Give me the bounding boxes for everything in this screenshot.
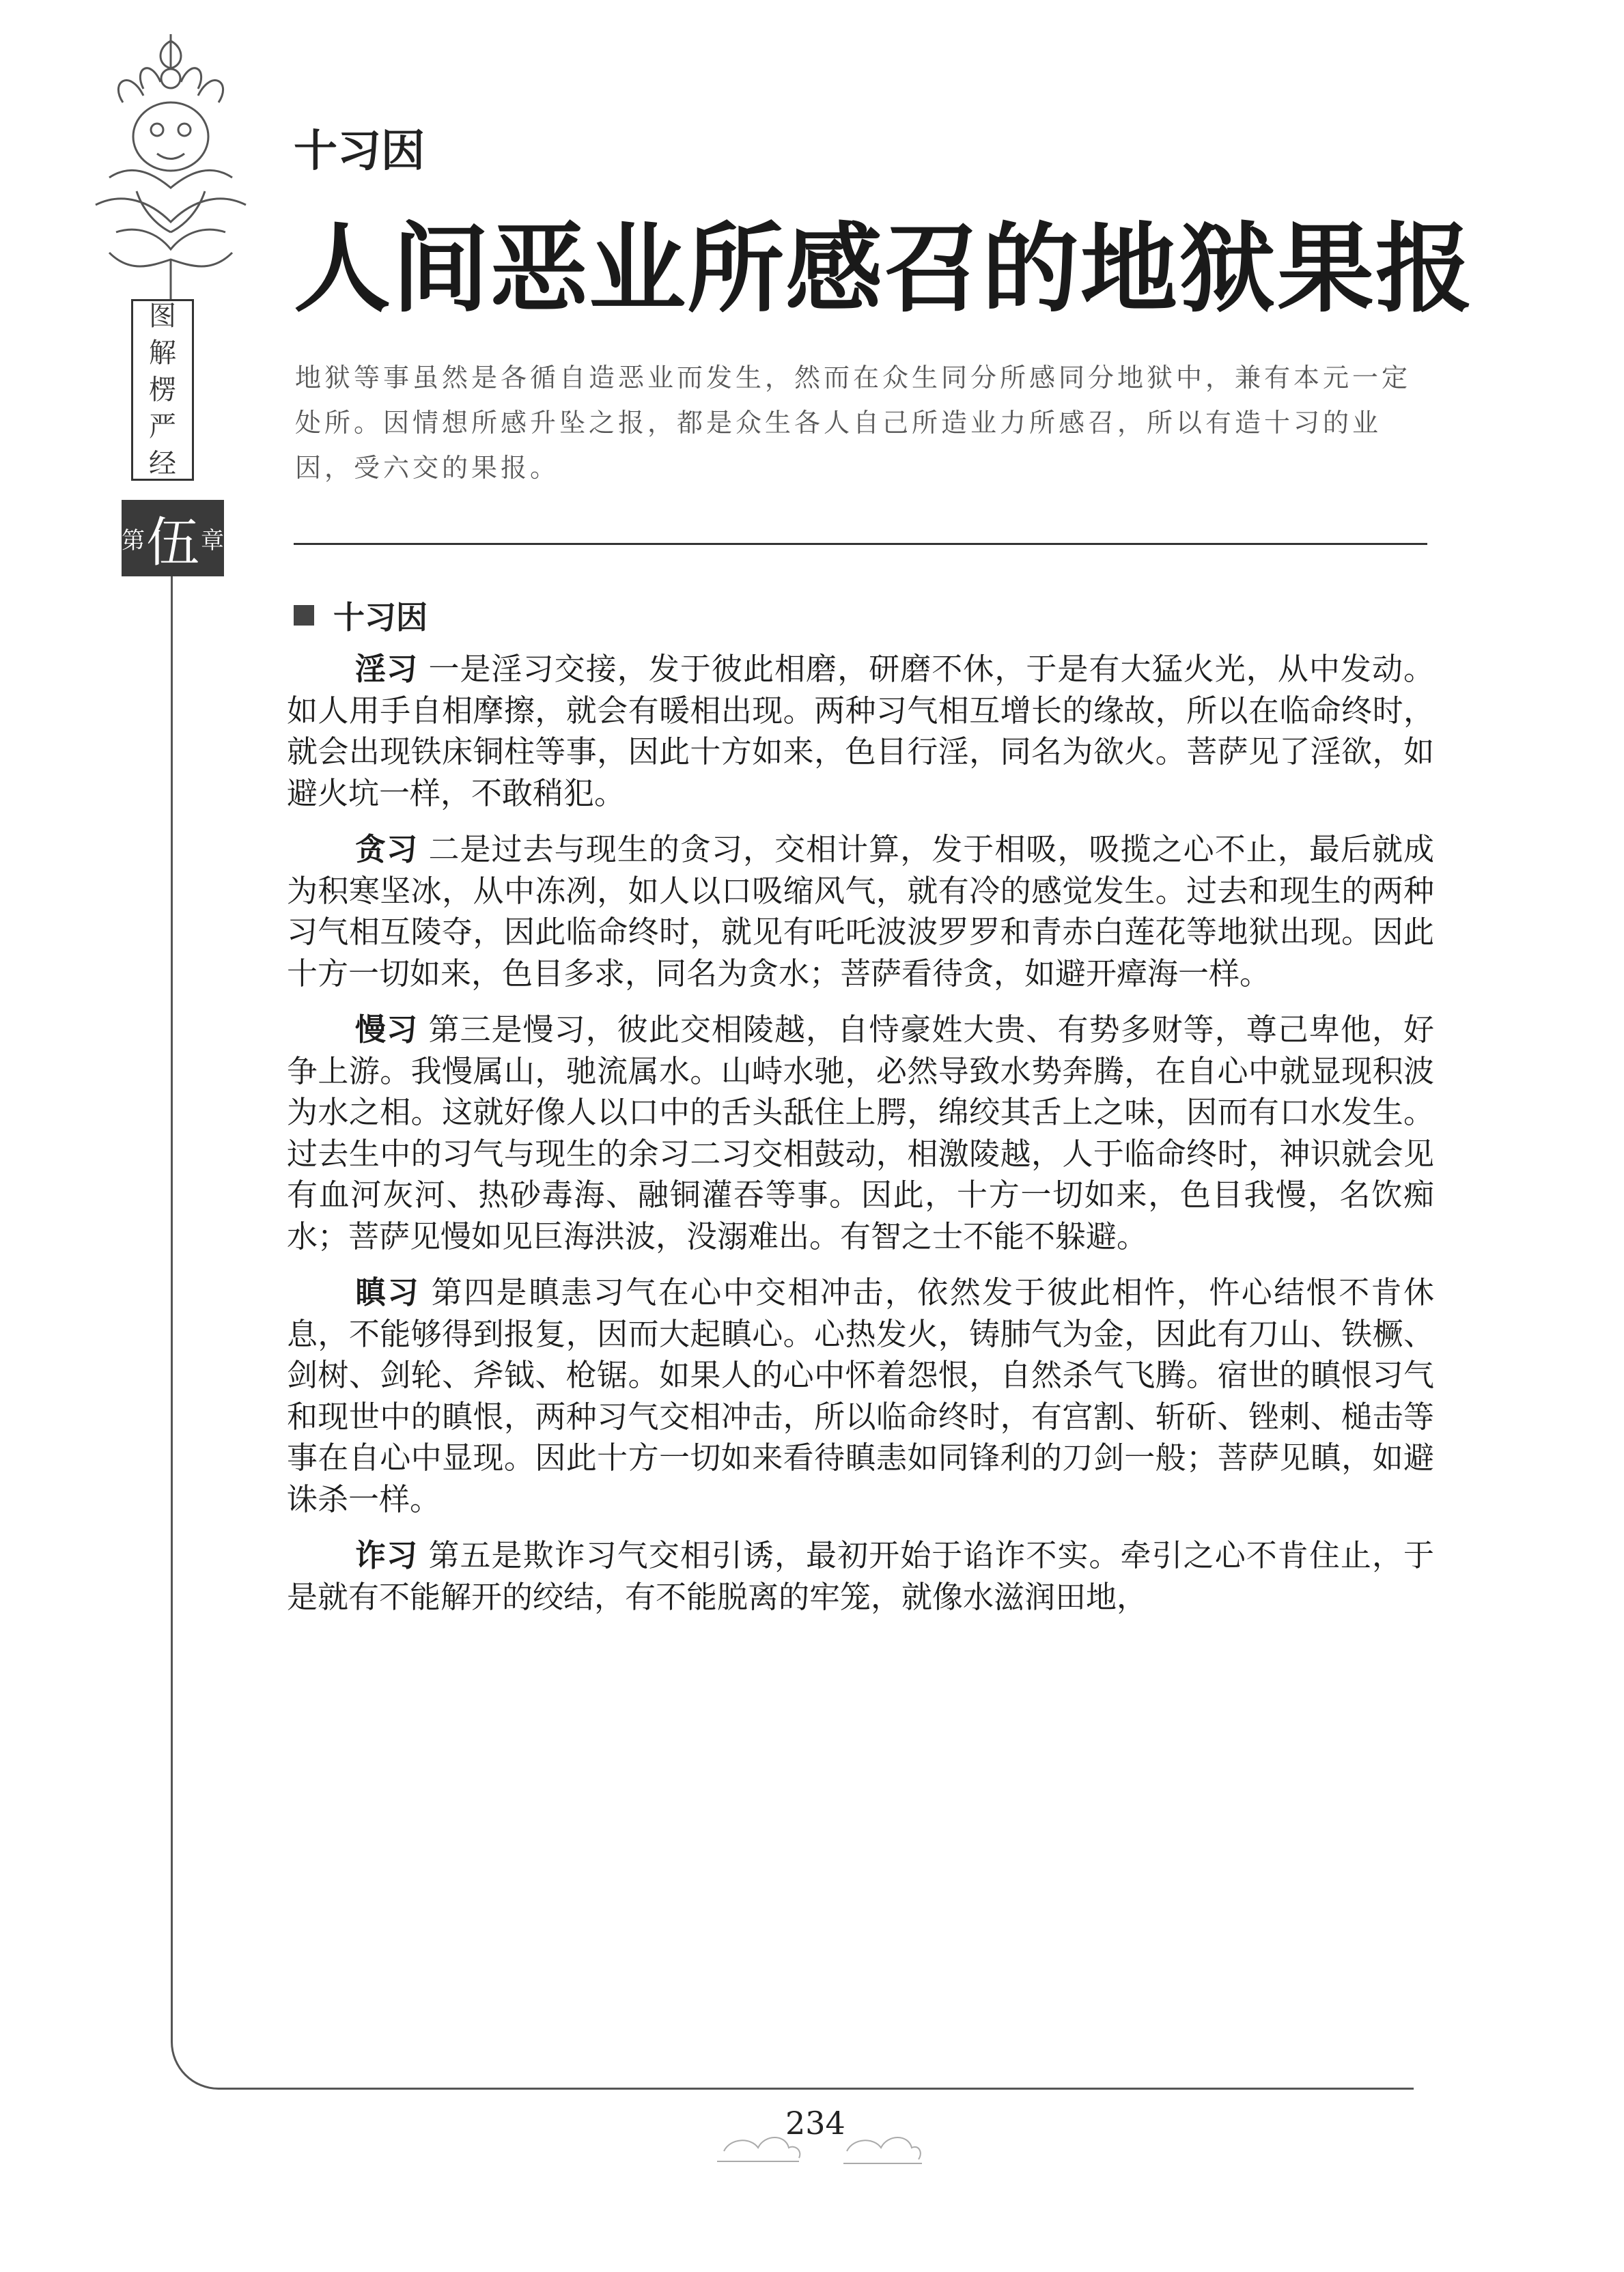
chapter-suffix: 章	[201, 527, 225, 555]
book-title-char: 严	[149, 411, 176, 443]
intro-paragraph: 地狱等事虽然是各循自造恶业而发生，然而在众生同分所感同分地狱中，兼有本元一定处所。因情想所感升坠之报，都是众生各人自己所造业力所感召，所以有造十习的业因，受六交的果报。	[295, 363, 1412, 483]
paragraph-text: 第五是欺诈习气交相引诱，最初开始于谄诈不实。牵引之心不肯住止，于是就有不能解开的绞结，有不能脱离的牢笼，就像水滋润田地，	[287, 1537, 1434, 1615]
section-heading-text: 十习因	[333, 599, 428, 636]
section-heading	[294, 593, 428, 638]
paragraph-text: 第四是瞋恚习气在心中交相冲击，依然发于彼此相忤，忤心结恨不肯休息，不能够得到报复，因而大起瞋心。心热发火，铸肺气为金，因此有刀山、铁橛、剑树、剑轮、斧钺、枪锯。如果人的心中怀着怨恨，自然杀气飞腾。宿世的瞋恨习气和现世中的瞋恨，两种习气交相冲击，所以临命终时，有宫割、斩斫、锉刺、槌击等事在自心中显现。因此十方一切如来看待瞋恚如同锋利的刀剑一般；菩萨见瞋，如避诛杀一样。	[287, 1274, 1434, 1517]
page-title: 人间恶业所感召的地狱果报	[294, 213, 1474, 326]
body-paragraph	[287, 649, 1434, 814]
square-bullet-icon	[294, 605, 314, 626]
body-paragraph	[287, 829, 1434, 994]
body-text	[287, 649, 1434, 1633]
paragraph-text: 第三是慢习，彼此交相陵越，自恃豪姓大贵、有势多财等，尊己卑他，好争上游。我慢属山，驰流属水。山峙水驰，必然导致水势奔腾，在自心中就显现积波为水之相。这就好像人以口中的舌头舐住上腭，绵绞其舌上之味，因而有口水发生。过去生中的习气与现生的余习二习交相鼓动，相激陵越，人于临命终时，神识就会见有血河灰河、热砂毒海、融铜灌吞等事。因此，十方一切如来，色目我慢，名饮痴水；菩萨见慢如见巨海洪波，没溺难出。有智之士不能不躲避。	[287, 1011, 1434, 1254]
book-title-char: 经	[149, 448, 176, 479]
book-title-char: 图	[149, 300, 176, 332]
page-subtitle: 十习因	[294, 126, 425, 177]
chapter-number: 伍	[146, 512, 200, 574]
paragraph-term: 贪习	[355, 831, 419, 867]
book-title-vertical	[131, 299, 194, 481]
book-title-char: 楞	[149, 374, 176, 406]
chapter-prefix: 第	[122, 527, 145, 555]
book-title-char: 解	[149, 337, 176, 369]
title-divider	[294, 543, 1427, 545]
body-paragraph	[287, 1535, 1434, 1618]
chapter-tab	[122, 500, 224, 576]
paragraph-term: 慢习	[355, 1011, 419, 1048]
body-paragraph	[287, 1009, 1434, 1257]
paragraph-text: 二是过去与现生的贪习，交相计算，发于相吸，吸揽之心不止，最后就成为积寒坚冰，从中冻冽，如人以口吸缩风气，就有冷的感觉发生。过去和现生的两种习气相互陵夺，因此临命终时，就见有吒吒波波罗罗和青赤白莲花等地狱出现。因此十方一切如来，色目多求，同名为贪水；菩萨看待贪，如避开瘴海一样。	[287, 831, 1434, 992]
paragraph-term: 瞋习	[355, 1274, 420, 1310]
paragraph-term: 淫习	[355, 651, 419, 687]
lotus-vajra-ornament	[68, 27, 273, 321]
body-paragraph	[287, 1272, 1434, 1520]
paragraph-text: 一是淫习交接，发于彼此相磨，研磨不休，于是有大猛火光，从中发动。如人用手自相摩擦，就会有暖相出现。两种习气相互增长的缘故，所以在临命终时，就会出现铁床铜柱等事，因此十方如来，色目行淫，同名为欲火。菩萨见了淫欲，如避火坑一样，不敢稍犯。	[287, 651, 1434, 811]
page-number: 234	[785, 2105, 845, 2142]
paragraph-term: 诈习	[355, 1537, 419, 1573]
